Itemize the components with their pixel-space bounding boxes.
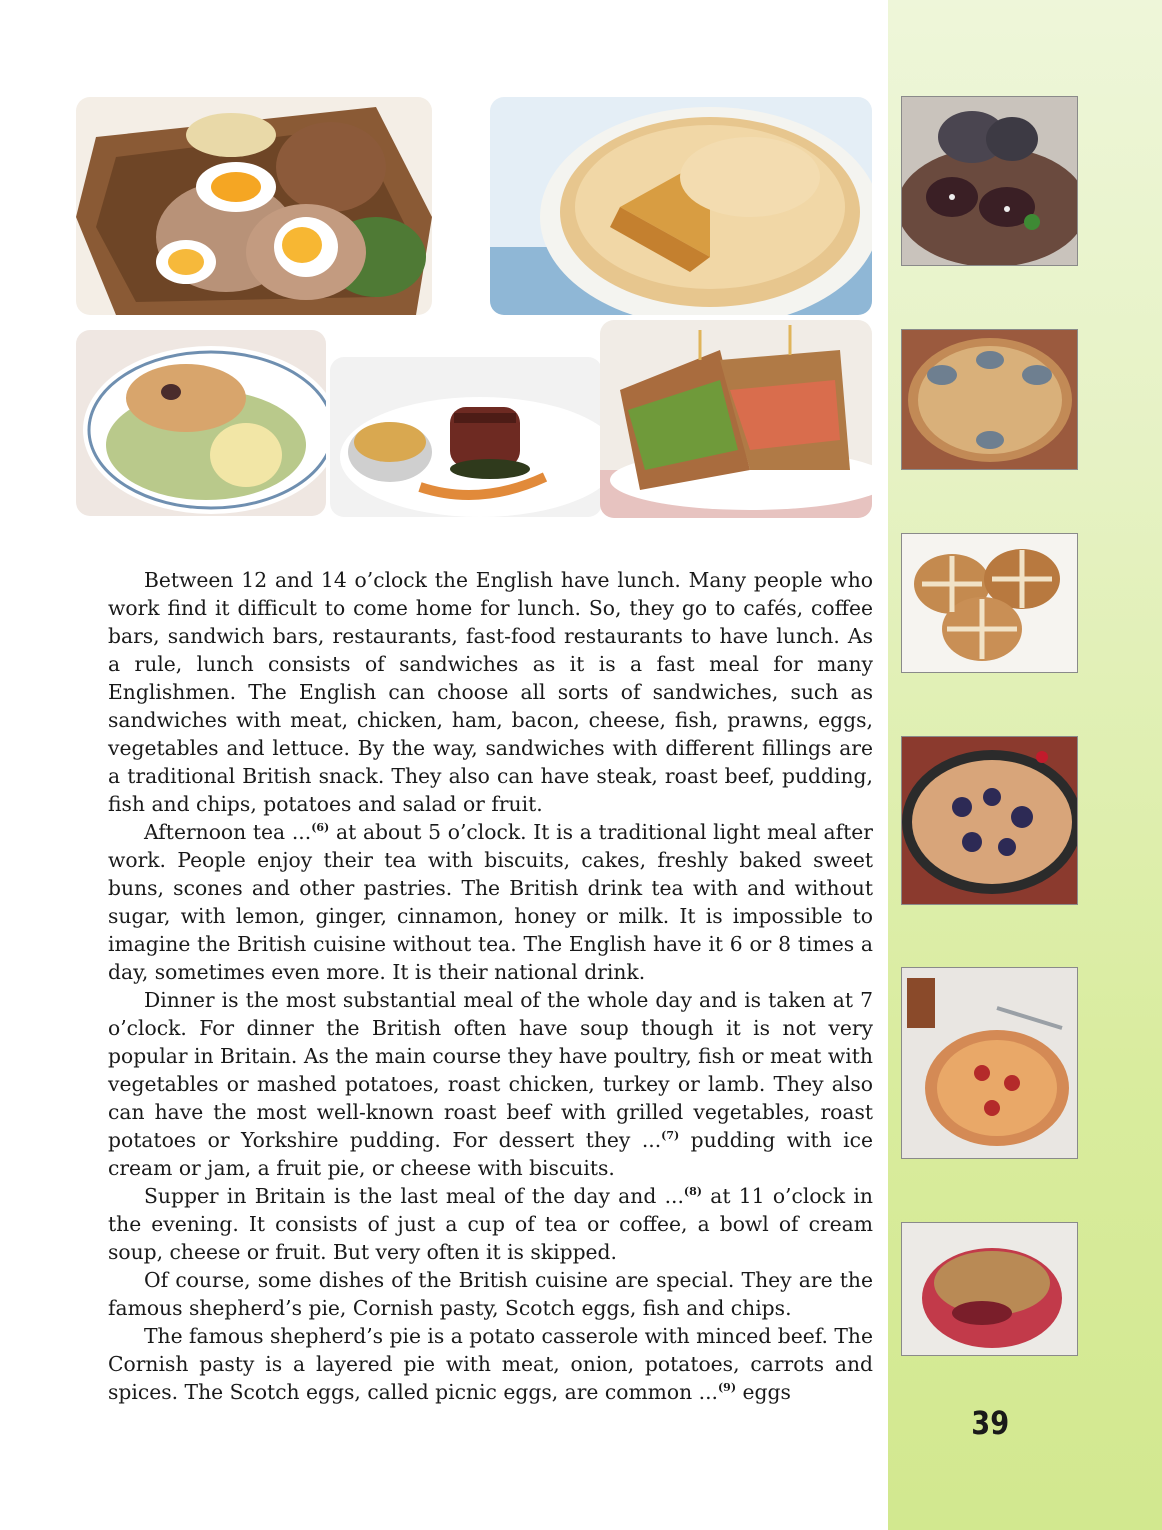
stargazy-pie-photo bbox=[901, 329, 1078, 470]
black-pudding-photo bbox=[901, 96, 1078, 266]
steak-dish-photo bbox=[330, 357, 602, 517]
fish-with-sauce-photo bbox=[76, 330, 326, 516]
scotch-eggs-photo bbox=[76, 97, 432, 315]
gap-marker: (6) bbox=[311, 821, 330, 835]
blueberry-cobbler-photo bbox=[901, 736, 1078, 905]
paragraph-lunch: Between 12 and 14 o’clock the English have lunch. Many people who work find it difficult to come home for lunch. So, they go to cafés, coffee bars, sandwich bars, restaurants, fast-food restaurants to have lunch. As a rule, lunch consists of sandwiches as it is a fast meal for many Englishmen. The English can choose all sorts of sandwiches, such as sandwiches with meat, chicken, ham, bacon, cheese, fish, prawns, eggs, vegetables and lettuce. By the way, sandwiches with different fillings are a traditional British snack. They also can have steak, roast beef, pudding, fish and chips, potatoes and salad or fruit. bbox=[108, 568, 873, 816]
paragraph-dish-descriptions: The famous shepherd’s pie is a potato casserole with minced beef. The Cornish pasty is a layered pie with meat, onion, potatoes, carrots and spices. The Scotch eggs, called picnic eggs, are common ...$^{(9)}$ eggs bbox=[108, 1324, 873, 1404]
cherry-pie-photo bbox=[901, 967, 1078, 1159]
gap-marker: (8) bbox=[683, 1185, 702, 1199]
page-number: 39 bbox=[971, 1404, 1010, 1442]
gap-marker: (7) bbox=[661, 1129, 680, 1143]
hot-cross-buns-photo bbox=[901, 533, 1078, 673]
paragraph-afternoon-tea: Afternoon tea ...$^{(6)}$ at about 5 o’clock. It is a traditional light meal after work. People enjoy their tea with biscuits, cakes, freshly baked sweet buns, scones and other pastries. The British drink tea with and without sugar, with lemon, ginger, cinnamon, honey or milk. It is impossible to imagine the British cuisine without tea. The English have it 6 or 8 times a day, sometimes even more. It is their national drink. bbox=[108, 820, 873, 984]
fruit-pie-photo bbox=[490, 97, 872, 315]
fruit-crumble-photo bbox=[901, 1222, 1078, 1356]
club-sandwich-photo bbox=[600, 320, 872, 518]
gap-marker: (9) bbox=[717, 1381, 737, 1395]
paragraph-supper: Supper in Britain is the last meal of the day and ...$^{(8)}$ at 11 o’clock in the evening. It consists of just a cup of tea or coffee, a bowl of cream soup, cheese or fruit. But very often it is skipped. bbox=[108, 1184, 873, 1264]
paragraph-special-dishes: Of course, some dishes of the British cuisine are special. They are the famous shepherd’s pie, Cornish pasty, Scotch eggs, fish and chips. bbox=[108, 1268, 873, 1320]
paragraph-dinner: Dinner is the most substantial meal of the whole day and is taken at 7 o’clock. For dinner the British often have soup though it is not very popular in Britain. As the main course they have poultry, fish or meat with vegetables or mashed potatoes, roast chicken, turkey or lamb. They also can have the most well-known roast beef with grilled vegetables, roast potatoes or Yorkshire pudding. For dessert they ...$^{(7)}$ pudding with ice cream or jam, a fruit pie, or cheese with biscuits. bbox=[108, 988, 873, 1180]
article-text bbox=[108, 566, 873, 1406]
